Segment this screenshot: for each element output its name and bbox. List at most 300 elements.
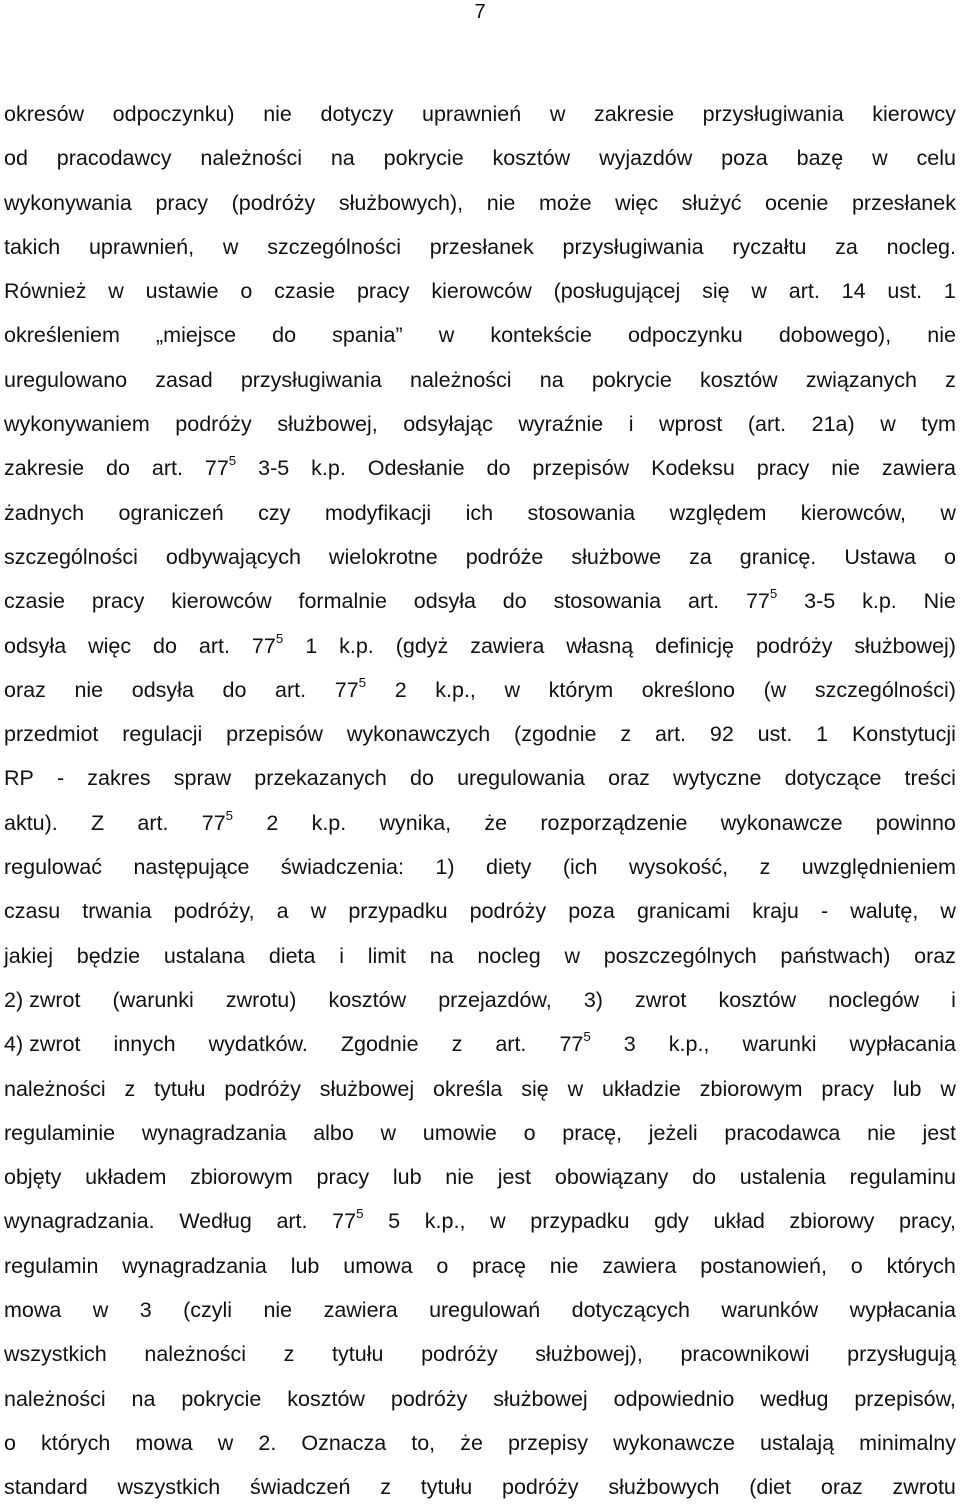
- word: pracy: [91, 589, 145, 614]
- word: treści: [904, 766, 956, 791]
- word: 14: [841, 279, 866, 304]
- word: świadczenia:: [280, 855, 404, 880]
- word: Zgodnie: [340, 1032, 419, 1057]
- word: w: [92, 1298, 109, 1323]
- word: służbowych),: [338, 190, 464, 215]
- word: odsyła: [131, 677, 194, 702]
- word: tytułu: [420, 1475, 473, 1500]
- word: trwania: [82, 899, 152, 924]
- word: 5: [388, 1209, 401, 1234]
- word: pracę,: [562, 1120, 623, 1145]
- word: się: [702, 279, 730, 304]
- word: należności: [144, 1342, 246, 1367]
- word: (ich: [562, 855, 598, 880]
- word: za: [689, 544, 712, 569]
- word: lub: [892, 1076, 922, 1101]
- word: w: [222, 234, 239, 259]
- text-line: [4, 1155, 956, 1199]
- word: przypadku: [348, 899, 448, 924]
- word: z: [620, 722, 632, 747]
- word: służbowej: [493, 1386, 588, 1411]
- text-line: [4, 1244, 956, 1288]
- word: k.p.,: [435, 677, 476, 702]
- text-line: [4, 358, 956, 402]
- word: czy: [258, 500, 291, 525]
- word: należności: [409, 367, 512, 392]
- word: służbowej),: [535, 1342, 643, 1367]
- word: wynagradzania: [141, 1120, 287, 1145]
- word: o: [523, 1120, 536, 1145]
- word: zawiera: [602, 1253, 677, 1278]
- word: zakresie: [593, 102, 675, 126]
- text-line: [4, 446, 956, 490]
- word: podróży: [175, 412, 252, 437]
- word: pracę: [472, 1253, 526, 1278]
- word: bazę: [796, 146, 844, 171]
- word: $77^5$: [334, 674, 367, 702]
- word: dieta: [268, 943, 316, 968]
- word: określono: [641, 677, 735, 702]
- word: o: [4, 1430, 16, 1455]
- word: służyć: [681, 190, 742, 215]
- word: Odesłanie: [367, 456, 465, 481]
- word: RP: [4, 766, 34, 791]
- word: nocleg.: [886, 234, 956, 259]
- word: należności: [4, 1386, 106, 1411]
- text-line: [4, 1421, 956, 1465]
- word: przedmiot: [4, 722, 99, 747]
- word: poszczególnych: [603, 943, 757, 968]
- word: ustalają: [760, 1430, 835, 1455]
- word: innych: [113, 1032, 176, 1057]
- word: tytułu: [154, 1076, 206, 1101]
- word: 3-5: [258, 456, 290, 481]
- word: kontekście: [490, 323, 592, 348]
- word: z: [759, 855, 771, 880]
- word: 3: [139, 1298, 152, 1323]
- word: celu: [916, 146, 956, 171]
- word: 3: [623, 1032, 636, 1057]
- word: szczególności): [814, 677, 956, 702]
- word: nie: [486, 190, 516, 215]
- word: Z: [91, 810, 105, 835]
- word: jeżeli: [648, 1120, 698, 1145]
- text-line: [4, 978, 956, 1022]
- word: więc: [615, 190, 659, 215]
- word: regulować: [4, 855, 102, 880]
- word: pracy: [155, 190, 209, 215]
- word: kosztów: [287, 1386, 365, 1411]
- word: w: [940, 899, 956, 924]
- word: wypłacania: [849, 1298, 956, 1323]
- word: nie: [927, 323, 956, 348]
- word: limit: [367, 943, 406, 968]
- word: diety: [485, 855, 532, 880]
- word: $77^5$: [204, 453, 237, 481]
- word: mowa: [135, 1430, 193, 1455]
- word: zasad: [155, 367, 213, 392]
- word: (w: [763, 677, 787, 702]
- word: służbowych: [608, 1475, 720, 1500]
- word: $77^5$: [251, 630, 284, 658]
- word: (art.: [747, 412, 787, 437]
- word: k.p.: [311, 456, 346, 481]
- word: do: [486, 456, 511, 481]
- word: przypadku: [530, 1209, 630, 1234]
- word: pracodawca: [724, 1120, 841, 1145]
- word: odpoczynku): [112, 102, 235, 126]
- word: w: [217, 1430, 234, 1455]
- word: i: [951, 987, 956, 1012]
- word: art.: [788, 279, 820, 304]
- word: umowie: [422, 1120, 497, 1145]
- word: do: [153, 633, 177, 658]
- word: zawiera: [881, 456, 956, 481]
- word: standard: [4, 1475, 88, 1500]
- word: w: [438, 323, 455, 348]
- word: wydatków.: [208, 1032, 308, 1057]
- word: szczególności: [267, 234, 402, 259]
- text-line: [4, 668, 956, 712]
- word: układ: [713, 1209, 765, 1234]
- word: modyfikacji: [324, 500, 432, 525]
- word: dobowego),: [778, 323, 892, 348]
- text-line: [4, 313, 956, 357]
- word: wszystkich: [4, 1342, 107, 1367]
- word: uprawnień,: [88, 234, 195, 259]
- word: to,: [411, 1430, 436, 1455]
- word: ograniczeń: [118, 500, 224, 525]
- word: odsyłając: [403, 412, 493, 437]
- word: przysługiwania: [240, 367, 382, 392]
- word: 3): [583, 987, 603, 1012]
- word: $77^5$: [745, 586, 778, 614]
- word: 2.: [258, 1430, 277, 1455]
- word: postanowień,: [700, 1253, 827, 1278]
- text-line: [4, 1377, 956, 1421]
- word: do: [222, 677, 247, 702]
- word: z: [945, 367, 956, 392]
- word: 4) zwrot: [4, 1032, 81, 1057]
- word: lub: [290, 1253, 320, 1278]
- word: podróży: [469, 899, 547, 924]
- superscript: 5: [225, 807, 234, 823]
- word: do: [272, 323, 297, 348]
- word: uprawnień: [422, 102, 522, 126]
- word: Oznacza: [301, 1430, 387, 1455]
- word: zwrotu: [892, 1475, 956, 1500]
- word: kraju: [752, 899, 799, 924]
- word: nie: [549, 1253, 579, 1278]
- text-line: [4, 402, 956, 446]
- word: służbowe: [571, 544, 662, 569]
- word: według: [760, 1386, 829, 1411]
- word: się: [521, 1076, 549, 1101]
- text-line: [4, 845, 956, 889]
- word: w: [872, 146, 888, 171]
- word: przysługiwania: [702, 102, 844, 126]
- body-text: [4, 92, 956, 1510]
- word: art.: [137, 810, 169, 835]
- word: pracodawcy: [56, 146, 172, 171]
- word: odsyła: [4, 633, 67, 658]
- word: nie: [263, 102, 292, 126]
- word: art.: [495, 1032, 527, 1057]
- superscript: 5: [228, 453, 237, 469]
- word: tytułu: [332, 1342, 384, 1367]
- text-line: [4, 1111, 956, 1155]
- word: na: [131, 1386, 156, 1411]
- word: oraz: [820, 1475, 863, 1500]
- word: kierowcy: [872, 102, 956, 126]
- word: pracy: [756, 456, 810, 481]
- word: wykonawcze: [613, 1430, 735, 1455]
- word: art.: [198, 633, 230, 658]
- word: w: [751, 279, 767, 304]
- text-line: [4, 491, 956, 535]
- word: 2: [266, 810, 279, 835]
- word: $77^5$: [332, 1206, 364, 1234]
- word: świadczeń: [250, 1475, 351, 1500]
- word: nie: [867, 1120, 896, 1145]
- word: o: [850, 1253, 863, 1278]
- text-line: [4, 579, 956, 623]
- word: granicę.: [739, 544, 817, 569]
- word: czasie: [274, 279, 336, 304]
- text-line: [4, 92, 956, 136]
- word: „miejsce: [156, 323, 237, 348]
- word: na: [429, 943, 454, 968]
- word: odsyła: [413, 589, 476, 614]
- word: 1): [435, 855, 455, 880]
- word: 92: [709, 722, 734, 747]
- word: rozporządzenie: [540, 810, 688, 835]
- word: okresów: [4, 102, 85, 126]
- word: zwrotu): [225, 987, 297, 1012]
- word: następujące: [133, 855, 250, 880]
- word: Ustawa: [844, 544, 917, 569]
- word: regulacji: [122, 722, 203, 747]
- word: pokrycie: [591, 367, 672, 392]
- word: uwzględnieniem: [801, 855, 956, 880]
- word: będzie: [76, 943, 141, 968]
- word: (posługującej: [553, 279, 681, 304]
- word: ich: [465, 500, 494, 525]
- word: regulaminie: [4, 1120, 116, 1145]
- word: nocleg: [477, 943, 541, 968]
- word: że: [484, 810, 508, 835]
- word: że: [460, 1430, 483, 1455]
- word: Konstytucji: [851, 722, 956, 747]
- word: zbiorowym: [190, 1165, 293, 1190]
- word: gdy: [654, 1209, 689, 1234]
- word: ustawie: [145, 279, 219, 304]
- word: kierowców: [171, 589, 272, 614]
- word: mowa: [4, 1298, 62, 1323]
- word: kosztów: [718, 987, 797, 1012]
- text-line: [4, 756, 956, 800]
- word: umowa: [343, 1253, 413, 1278]
- word: podróży: [755, 633, 833, 658]
- word: w: [549, 102, 566, 126]
- word: wypłacania: [849, 1032, 956, 1057]
- word: art.: [276, 1209, 308, 1234]
- word: wyjazdów: [599, 146, 693, 171]
- word: których: [886, 1253, 956, 1278]
- text-line: [4, 1199, 956, 1243]
- word: 21a): [811, 412, 855, 437]
- text-line: [4, 1465, 956, 1509]
- word: w: [567, 1076, 584, 1101]
- word: (diet: [749, 1475, 792, 1500]
- word: w: [504, 677, 521, 702]
- word: objęty: [4, 1165, 62, 1190]
- word: warunków: [721, 1298, 819, 1323]
- word: 2) zwrot: [4, 987, 81, 1012]
- text-line: [4, 1288, 956, 1332]
- word: nie: [263, 1298, 293, 1323]
- word: w: [490, 1209, 506, 1234]
- word: i: [628, 412, 634, 437]
- word: na: [330, 146, 355, 171]
- word: nie: [445, 1165, 474, 1190]
- word: albo: [313, 1120, 354, 1145]
- word: z: [124, 1076, 136, 1101]
- text-line: [4, 801, 956, 845]
- word: pokrycie: [383, 146, 464, 171]
- superscript: 5: [358, 674, 367, 690]
- word: przekazanych: [254, 766, 387, 791]
- word: zakres: [87, 766, 151, 791]
- word: wytyczne: [673, 766, 762, 791]
- word: zakresie: [4, 456, 85, 481]
- word: pracy,: [899, 1209, 956, 1234]
- word: stosowania: [527, 500, 636, 525]
- word: $77^5$: [201, 807, 234, 835]
- word: przepisów: [532, 456, 630, 481]
- word: (gdyż: [395, 633, 449, 658]
- text-line: [4, 624, 956, 668]
- word: k.p.: [862, 589, 897, 614]
- word: przejazdów,: [438, 987, 552, 1012]
- word: ust.: [887, 279, 923, 304]
- word: związanych: [805, 367, 917, 392]
- word: (warunki: [112, 987, 194, 1012]
- word: przysługują: [847, 1342, 956, 1367]
- word: $77^5$: [559, 1029, 591, 1057]
- word: jest: [922, 1120, 956, 1145]
- word: 1: [943, 279, 956, 304]
- word: kierowców,: [800, 500, 906, 525]
- word: czasie: [4, 589, 65, 614]
- word: -: [820, 899, 829, 924]
- word: i: [339, 943, 344, 968]
- word: granicami: [636, 899, 731, 924]
- word: czasu: [4, 899, 61, 924]
- word: wykonywania: [4, 190, 132, 215]
- word: obowiązany: [554, 1165, 669, 1190]
- word: takich: [4, 234, 61, 259]
- word: przepisów: [226, 722, 323, 747]
- word: podróże: [465, 544, 544, 569]
- word: ocenie: [765, 190, 829, 215]
- word: uregulowania: [457, 766, 585, 791]
- word: ustalenia: [739, 1165, 826, 1190]
- word: w: [380, 1120, 397, 1145]
- word: wszystkich: [117, 1475, 221, 1500]
- word: którym: [548, 677, 614, 702]
- word: Nie: [923, 589, 956, 614]
- word: poza: [721, 146, 768, 171]
- word: w: [940, 1076, 956, 1101]
- word: przesłanek: [851, 190, 956, 215]
- word: państwach): [780, 943, 891, 968]
- word: wykonawczych: [346, 722, 491, 747]
- word: określeniem: [4, 323, 120, 348]
- word: regulamin: [4, 1253, 99, 1278]
- text-line: [4, 712, 956, 756]
- word: ust.: [757, 722, 793, 747]
- word: z: [283, 1342, 295, 1367]
- word: wyraźnie: [518, 412, 604, 437]
- word: oraz: [914, 943, 956, 968]
- word: pokrycie: [181, 1386, 262, 1411]
- word: wynagradzania.: [4, 1209, 155, 1234]
- word: stosowania: [553, 589, 662, 614]
- text-line: [4, 225, 956, 269]
- word: o: [436, 1253, 449, 1278]
- text-line: [4, 1067, 956, 1111]
- word: układem: [85, 1165, 167, 1190]
- word: z: [451, 1032, 463, 1057]
- word: art.: [654, 722, 687, 747]
- word: (czyli: [183, 1298, 233, 1323]
- word: służbowej,: [277, 412, 378, 437]
- word: służbowej): [854, 633, 956, 658]
- word: warunki: [742, 1032, 817, 1057]
- word: regulaminu: [849, 1165, 956, 1190]
- word: tym: [921, 412, 956, 437]
- word: poza: [568, 899, 615, 924]
- word: kierowców: [431, 279, 532, 304]
- word: odpowiednio: [613, 1386, 735, 1411]
- word: k.p.,: [424, 1209, 466, 1234]
- word: na: [539, 367, 564, 392]
- word: formalnie: [298, 589, 387, 614]
- word: minimalny: [859, 1430, 956, 1455]
- word: w: [940, 500, 956, 525]
- text-line: [4, 136, 956, 180]
- word: pracy: [821, 1076, 874, 1101]
- word: w: [564, 943, 580, 968]
- word: od: [4, 146, 28, 171]
- word: podróży,: [173, 899, 255, 924]
- word: lub: [392, 1165, 422, 1190]
- word: zbiorowy: [789, 1209, 875, 1234]
- word: jakiej: [4, 943, 53, 968]
- superscript: 5: [583, 1029, 591, 1045]
- word: (zgodnie: [514, 722, 597, 747]
- word: spania”: [332, 323, 403, 348]
- word: w: [880, 412, 896, 437]
- word: oraz: [4, 677, 46, 702]
- word: dotyczących: [571, 1298, 690, 1323]
- word: podróży: [390, 1386, 468, 1411]
- word: zawiera: [323, 1298, 398, 1323]
- word: k.p.,: [668, 1032, 710, 1057]
- word: aktu).: [4, 810, 58, 835]
- word: w: [310, 899, 327, 924]
